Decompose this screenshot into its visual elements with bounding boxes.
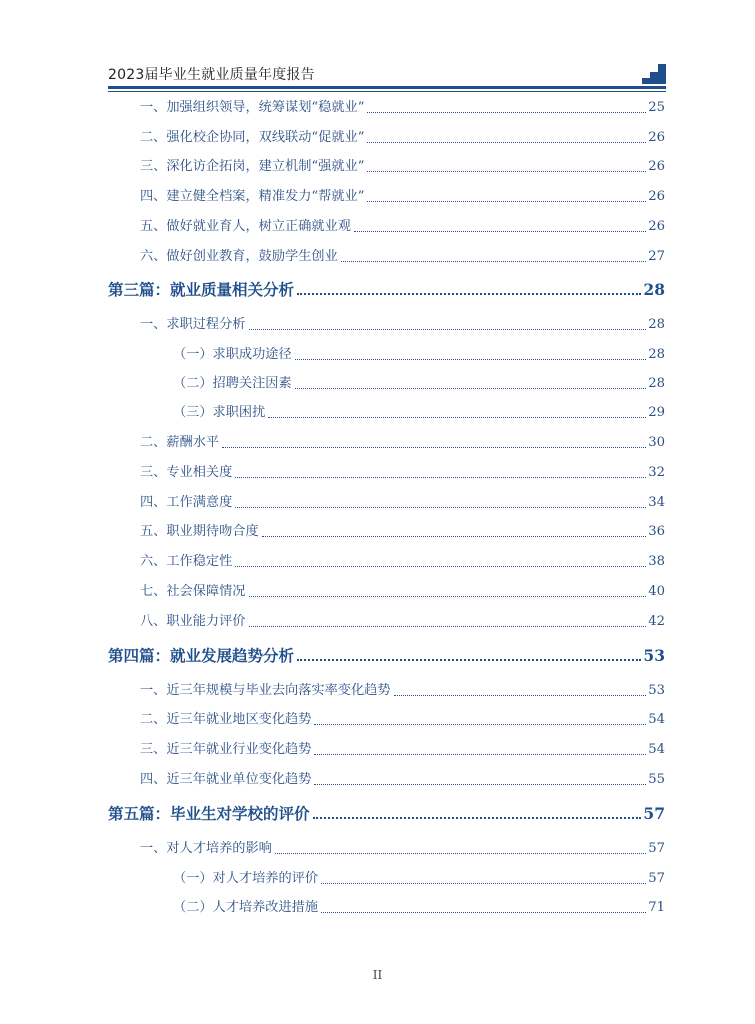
toc-entry[interactable]	[140, 218, 665, 236]
toc-entry-label: 一、对人才培养的影响	[140, 841, 272, 856]
toc-entry-page: 27	[648, 249, 665, 264]
toc-entry-label: 三、专业相关度	[140, 465, 233, 480]
dot-leader	[249, 586, 647, 597]
toc-entry-label: 二、强化校企协同，双线联动“促就业”	[140, 130, 365, 145]
page-number: II	[372, 968, 383, 982]
dot-leader	[321, 873, 646, 884]
toc-entry-label: 五、职业期待吻合度	[140, 524, 259, 539]
toc-entry-label: 三、近三年就业行业变化趋势	[140, 742, 312, 757]
toc-entry[interactable]	[140, 741, 665, 759]
toc-entry-page: 28	[648, 317, 665, 332]
toc-entry[interactable]	[140, 771, 665, 789]
dot-leader	[235, 497, 646, 508]
dot-leader	[249, 319, 647, 330]
toc-entry[interactable]	[140, 553, 665, 571]
toc-entry-label: 六、工作稳定性	[140, 554, 233, 569]
dot-leader	[297, 649, 641, 661]
toc-entry-page: 29	[648, 405, 665, 420]
dot-leader	[235, 467, 646, 478]
dot-leader	[367, 191, 646, 202]
toc-entry-page: 40	[648, 584, 665, 599]
toc-entry-page: 32	[648, 465, 665, 480]
toc-part-entry[interactable]	[108, 646, 665, 666]
toc-entry[interactable]	[140, 316, 665, 334]
dot-leader	[297, 283, 641, 295]
toc-entry[interactable]	[173, 346, 665, 364]
toc-entry-page: 54	[648, 742, 665, 757]
dot-leader	[295, 378, 647, 389]
toc-entry[interactable]	[173, 375, 665, 393]
toc-entry[interactable]	[173, 899, 665, 917]
toc-entry-page: 53	[648, 683, 665, 698]
dot-leader	[354, 221, 646, 232]
toc-entry-page: 71	[648, 900, 665, 915]
dot-leader	[235, 556, 646, 567]
toc-entry-label: 七、社会保障情况	[140, 584, 246, 599]
report-title: 2023届毕业生就业质量年度报告	[108, 67, 315, 83]
toc-entry-page: 34	[648, 495, 665, 510]
dot-leader	[367, 161, 646, 172]
toc-entry[interactable]	[140, 711, 665, 729]
dot-leader	[394, 685, 647, 696]
toc-entry[interactable]	[140, 613, 665, 631]
dot-leader	[314, 714, 646, 725]
toc-entry-page: 42	[648, 614, 665, 629]
dot-leader	[249, 616, 647, 627]
toc-entry-label: 五、做好就业育人，树立正确就业观	[140, 219, 351, 234]
toc-entry-page: 25	[648, 100, 665, 115]
dot-leader	[313, 807, 642, 819]
dot-leader	[367, 132, 646, 143]
toc-entry-label: 二、近三年就业地区变化趋势	[140, 712, 312, 727]
toc-entry-page: 55	[648, 772, 665, 787]
toc-entry-page: 54	[648, 712, 665, 727]
toc-entry-label: 一、加强组织领导，统筹谋划“稳就业”	[140, 100, 365, 115]
header-rule-thin	[108, 91, 666, 92]
logo-blocks-icon	[646, 64, 666, 84]
toc-entry-label: 四、近三年就业单位变化趋势	[140, 772, 312, 787]
toc-entry-page: 38	[648, 554, 665, 569]
toc-entry-page: 57	[648, 841, 665, 856]
toc-entry[interactable]	[140, 494, 665, 512]
dot-leader	[367, 102, 646, 113]
dot-leader	[275, 843, 646, 854]
toc-entry[interactable]	[173, 870, 665, 888]
toc-entry-label: 第五篇：毕业生对学校的评价	[108, 804, 310, 823]
dot-leader	[262, 526, 647, 537]
toc-entry[interactable]	[140, 248, 665, 266]
toc-entry[interactable]	[140, 583, 665, 601]
toc-entry-label: 一、近三年规模与毕业去向落实率变化趋势	[140, 683, 391, 698]
header-rule-thick	[108, 86, 666, 89]
toc-entry-page: 57	[648, 871, 665, 886]
toc-entry-page: 26	[648, 219, 665, 234]
toc-part-entry[interactable]	[108, 804, 665, 824]
toc-entry-label: 第四篇：就业发展趋势分析	[108, 646, 295, 665]
toc-entry-page: 28	[643, 280, 665, 299]
toc-entry[interactable]	[140, 129, 665, 147]
toc-entry-label: （三）求职困扰	[173, 405, 266, 420]
toc-entry[interactable]	[140, 99, 665, 117]
toc-entry-label: 三、深化访企拓岗，建立机制“强就业”	[140, 159, 365, 174]
toc-entry-page: 57	[643, 804, 665, 823]
toc-entry[interactable]	[140, 523, 665, 541]
toc-entry-label: 四、工作满意度	[140, 495, 233, 510]
toc-part-entry[interactable]	[108, 280, 665, 300]
toc-entry-label: 一、求职过程分析	[140, 317, 246, 332]
toc-entry-page: 28	[648, 376, 665, 391]
dot-leader	[314, 774, 646, 785]
toc-entry-label: 第三篇：就业质量相关分析	[108, 280, 295, 299]
dot-leader	[341, 251, 646, 262]
dot-leader	[314, 744, 646, 755]
dot-leader	[295, 349, 647, 360]
toc-entry[interactable]	[140, 840, 665, 858]
toc-entry[interactable]	[173, 404, 665, 422]
toc-entry-page: 53	[643, 646, 665, 665]
toc-entry-page: 28	[648, 347, 665, 362]
dot-leader	[268, 407, 646, 418]
toc-entry-page: 26	[648, 130, 665, 145]
toc-entry-page: 26	[648, 159, 665, 174]
toc-entry-label: 六、做好创业教育，鼓励学生创业	[140, 249, 338, 264]
toc-entry-label: 二、薪酬水平	[140, 435, 220, 450]
dot-leader	[321, 902, 646, 913]
toc-entry-label: （二）招聘关注因素	[173, 376, 292, 391]
dot-leader	[222, 437, 646, 448]
toc-entry-label: 四、建立健全档案，精准发力“帮就业”	[140, 189, 365, 204]
toc-entry[interactable]	[140, 188, 665, 206]
toc-entry-label: （一）对人才培养的评价	[173, 871, 319, 886]
toc-entry-page: 30	[648, 435, 665, 450]
toc-entry[interactable]	[140, 158, 665, 176]
toc-entry[interactable]	[140, 464, 665, 482]
toc-entry[interactable]	[140, 682, 665, 700]
toc-entry[interactable]	[140, 434, 665, 452]
toc-entry-page: 36	[648, 524, 665, 539]
toc-entry-label: （一）求职成功途径	[173, 347, 292, 362]
toc-entry-label: 八、职业能力评价	[140, 614, 246, 629]
toc-entry-page: 26	[648, 189, 665, 204]
toc-entry-label: （二）人才培养改进措施	[173, 900, 319, 915]
